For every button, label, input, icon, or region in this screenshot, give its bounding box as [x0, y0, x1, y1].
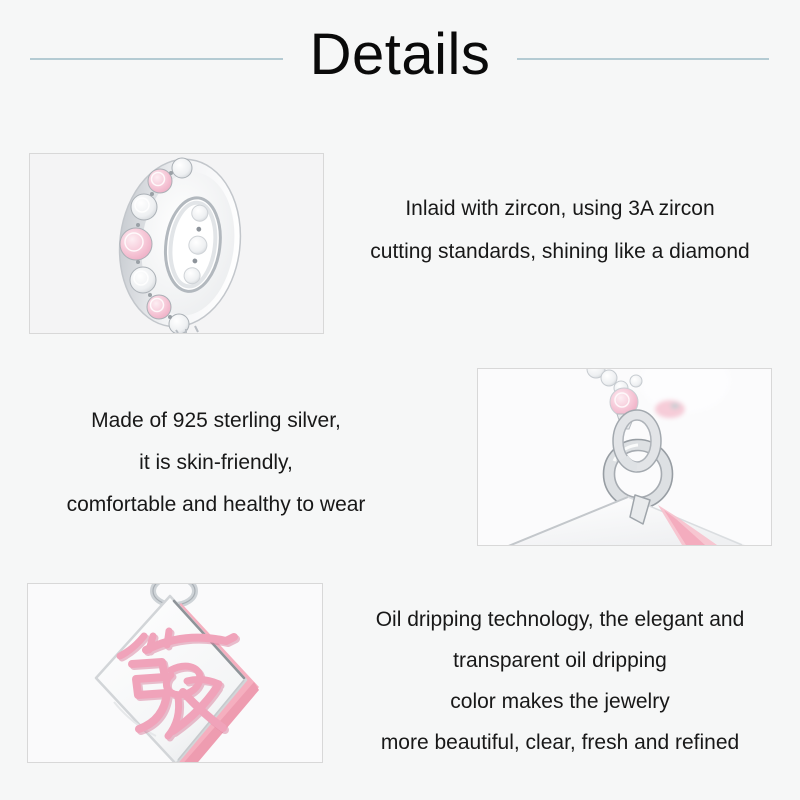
detail-line: transparent oil dripping	[453, 649, 667, 672]
silver-text-block	[12, 400, 420, 526]
zircon-photo-frame	[29, 153, 324, 334]
bail-closeup-image	[478, 369, 771, 545]
detail-line: it is skin-friendly,	[139, 451, 293, 474]
tile-photo-frame	[27, 583, 323, 763]
bail-photo-frame	[477, 368, 772, 546]
spacer-charm-image	[30, 154, 323, 333]
mahjong-tile-charm-image	[28, 584, 322, 762]
detail-line: cutting standards, shining like a diamond	[370, 240, 750, 263]
detail-line: Oil dripping technology, the elegant and	[375, 608, 745, 631]
detail-line: Made of 925 sterling silver,	[91, 409, 341, 432]
detail-line: color makes the jewelry	[450, 690, 670, 713]
detail-line: more beautiful, clear, fresh and refined	[380, 731, 740, 754]
detail-line: comfortable and healthy to wear	[66, 493, 366, 516]
header-divider-right	[517, 58, 769, 60]
zircon-text-block	[328, 187, 792, 273]
enamel-text-block	[325, 599, 795, 763]
detail-line: Inlaid with zircon, using 3A zircon	[405, 197, 715, 220]
page-title: Details	[309, 22, 491, 87]
